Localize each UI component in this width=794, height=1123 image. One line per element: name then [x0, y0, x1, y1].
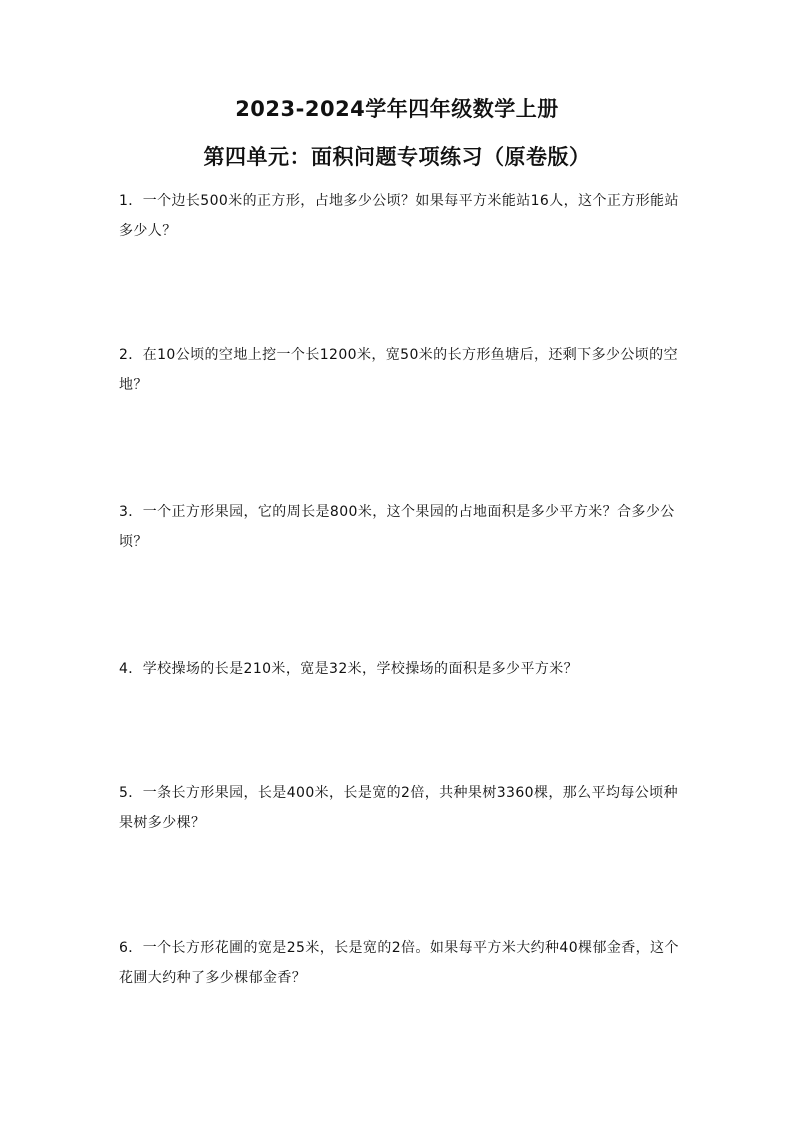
question-5: 5．一条长方形果园，长是400米，长是宽的2倍，共种果树3360棵，那么平均每公顷种果树多少棵？ [119, 785, 678, 831]
question-3: 3．一个正方形果园，它的周长是800米，这个果园的占地面积是多少平方米？合多少公顷？ [119, 504, 675, 550]
document-title: 2023-2024学年四年级数学上册 [235, 97, 559, 121]
document-subtitle: 第四单元：面积问题专项练习（原卷版） [203, 145, 591, 169]
question-2: 2．在10公顷的空地上挖一个长1200米，宽50米的长方形鱼塘后，还剩下多少公顷的空地？ [119, 347, 678, 393]
question-1: 1．一个边长500米的正方形，占地多少公顷？如果每平方米能站16人，这个正方形能站多少人？ [119, 193, 679, 239]
question-6: 6．一个长方形花圃的宽是25米，长是宽的2倍。如果每平方米大约种40棵郁金香，这个花圃大约种了多少棵郁金香？ [119, 940, 679, 986]
question-4: 4．学校操场的长是210米，宽是32米，学校操场的面积是多少平方米？ [119, 661, 579, 677]
